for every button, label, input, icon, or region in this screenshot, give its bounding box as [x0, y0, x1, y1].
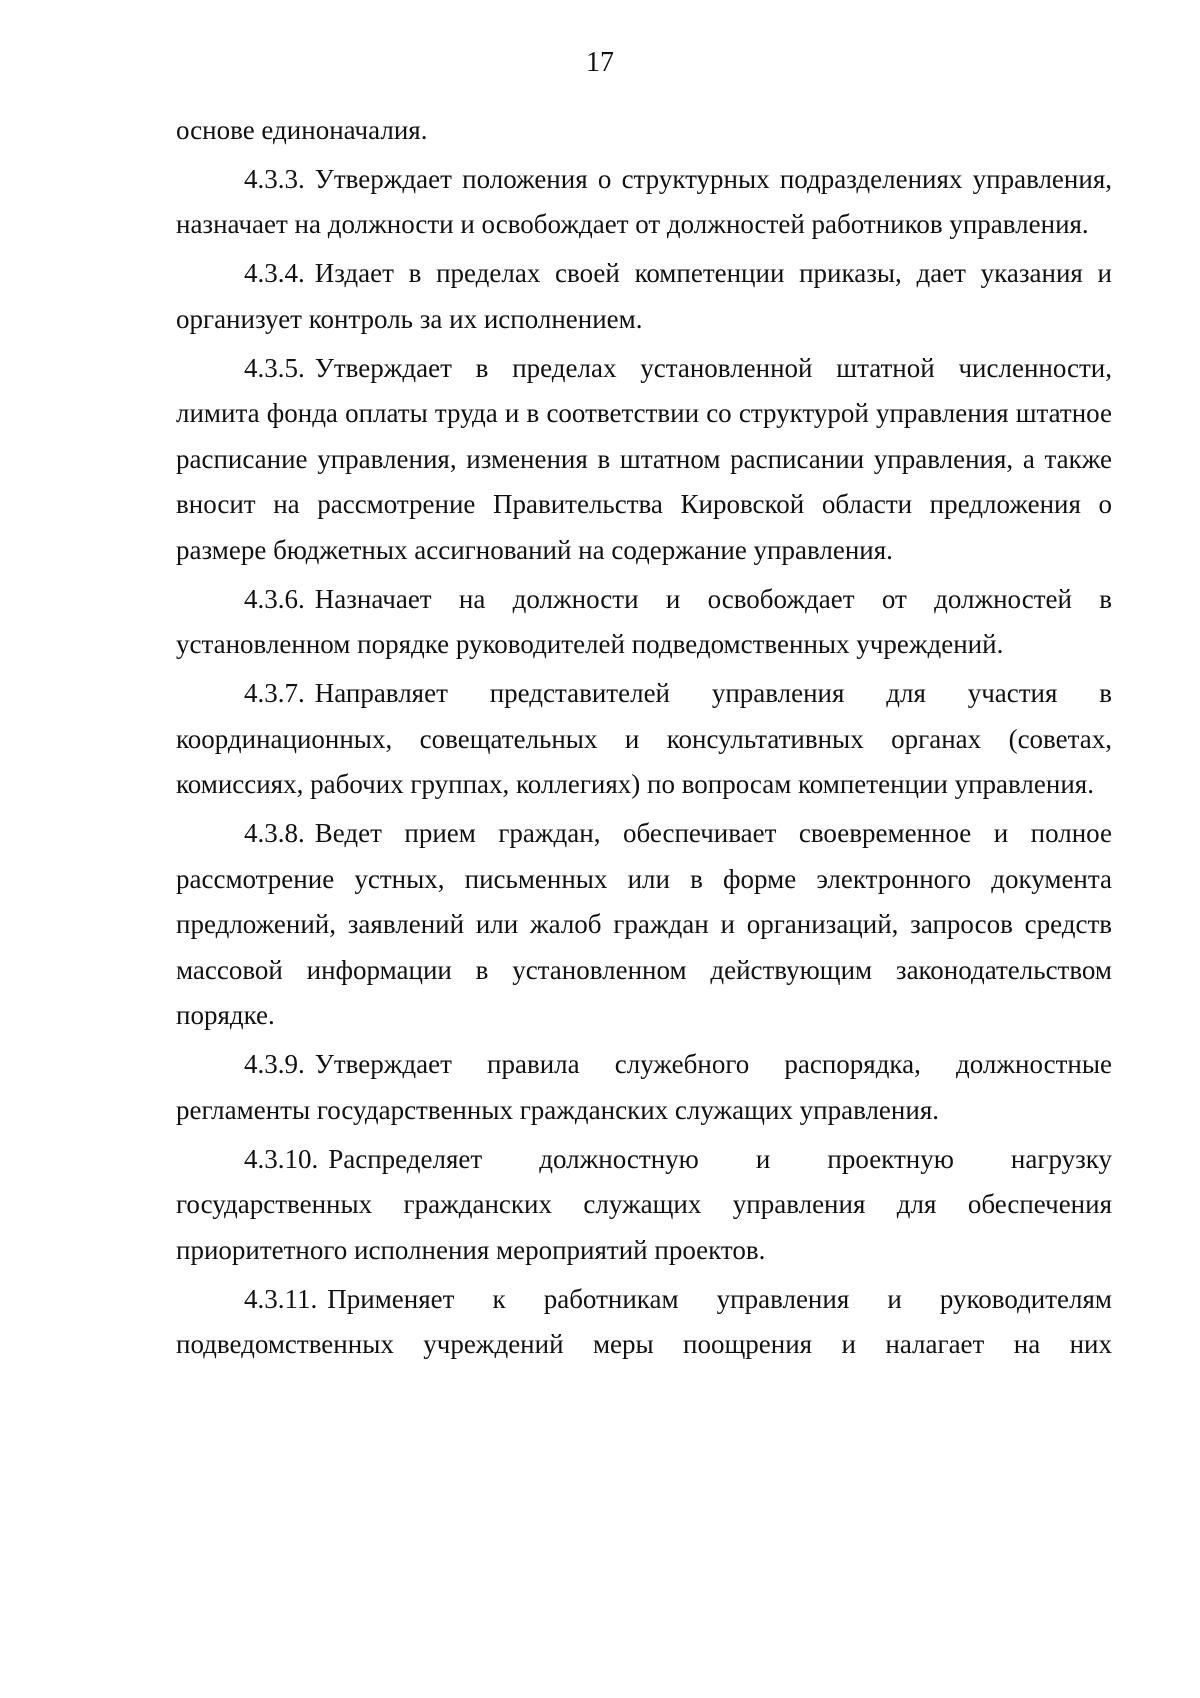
- clause-4-3-4: [176, 251, 1112, 342]
- clause-number: 4.3.5.: [244, 352, 305, 383]
- document-body: [176, 108, 1112, 1368]
- clause-4-3-3: [176, 157, 1112, 248]
- clause-4-3-6: [176, 577, 1112, 668]
- clause-text: Ведет прием граждан, обеспечивает своевременное и полное рассмотрение устных, письменных или в форме электронного документа предложений, заявлений или жалоб граждан и организаций, запросов средств массовой информации в установленном действующим законодательством порядке.: [176, 818, 1112, 1031]
- clause-4-3-9: [176, 1042, 1112, 1133]
- clause-text: Утверждает положения о структурных подразделениях управления, назначает на должности и освобождает от должностей работников управления.: [176, 163, 1112, 240]
- clause-number: 4.3.8.: [244, 818, 305, 849]
- clause-number: 4.3.11.: [244, 1283, 318, 1314]
- continuation-paragraph: основе единоначалия.: [176, 115, 428, 145]
- clause-text: Назначает на должности и освобождает от должностей в установленном порядке руководителей подведомственных учреждений.: [176, 583, 1112, 660]
- clause-text: Утверждает в пределах установленной штатной численности, лимита фонда оплаты труда и в соответствии со структурой управления штатное расписание управления, изменения в штатном расписании управления, а также вносит на рассмотрение Правительства Кировской области предложения о размере бюджетных ассигнований на содержание управления.: [176, 352, 1112, 565]
- clause-text: Распределяет должностную и проектную нагрузку государственных гражданских служащих управления для обеспечения приоритетного исполнения мероприятий проектов.: [176, 1143, 1112, 1265]
- clause-4-3-5: [176, 346, 1112, 574]
- page-number: 17: [586, 47, 614, 78]
- clause-number: 4.3.7.: [244, 678, 305, 709]
- clause-number: 4.3.3.: [244, 163, 305, 194]
- clause-4-3-10: [176, 1137, 1112, 1274]
- clause-number: 4.3.6.: [244, 583, 305, 614]
- clause-4-3-8: [176, 811, 1112, 1039]
- clause-text: Утверждает правила служебного распорядка, должностные регламенты государственных гражданских служащих управления.: [176, 1049, 1112, 1125]
- clause-text: Направляет представителей управления для участия в координационных, совещательных и консультативных органах (советах, комиссиях, рабочих группах, коллегиях) по вопросам компетенции управления.: [176, 678, 1112, 800]
- clause-text: Применяет к работникам управления и руководителям подведомственных учреждений меры поощрения и налагает на них: [176, 1283, 1112, 1360]
- clause-4-3-11: [176, 1277, 1112, 1368]
- clause-4-3-7: [176, 671, 1112, 808]
- clause-text: Издает в пределах своей компетенции приказы, дает указания и организует контроль за их исполнением.: [176, 258, 1112, 334]
- clause-number: 4.3.9.: [244, 1049, 305, 1080]
- clause-number: 4.3.4.: [244, 258, 305, 289]
- clause-number: 4.3.10.: [244, 1143, 319, 1174]
